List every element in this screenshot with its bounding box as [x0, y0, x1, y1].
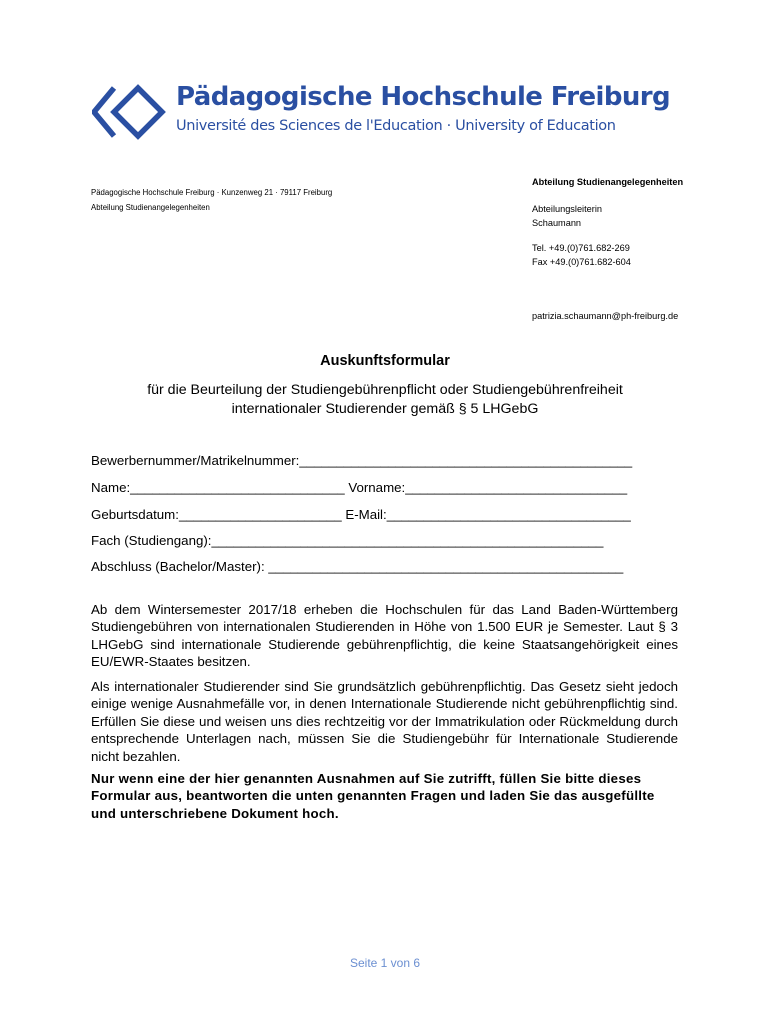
contact-fax: Fax +49.(0)761.682-604 [532, 257, 631, 267]
institution-name: Pädagogische Hochschule Freiburg [176, 82, 671, 112]
geburtsdatum-email-field[interactable]: Geburtsdatum:______________________ E-Mail:_________________________________ [91, 507, 631, 522]
contact-name: Schaumann [532, 218, 582, 228]
ph-diamond-logo-icon [92, 84, 166, 140]
institution-subtitle: Université des Sciences de l'Education · University of Education [176, 118, 616, 134]
form-subtitle [0, 381, 770, 419]
page-number: Seite 1 von 6 [349, 956, 421, 970]
contact-tel: Tel. +49.(0)761.682-269 [532, 243, 630, 253]
contact-role: Abteilungsleiterin [532, 204, 602, 214]
form-subtitle-line2: internationaler Studierender gemäß § 5 LHGebG [231, 401, 539, 417]
fach-field[interactable]: Fach (Studiengang):_____________________________________________________ [91, 533, 604, 548]
bewerbernummer-field[interactable]: Bewerbernummer/Matrikelnummer:_____________________________________________ [91, 453, 633, 468]
abschluss-field[interactable]: Abschluss (Bachelor/Master): ________________________________________________ [91, 559, 624, 574]
sender-address: Pädagogische Hochschule Freiburg · Kunzenweg 21 · 79117 Freiburg [91, 188, 333, 197]
contact-department: Abteilung Studienangelegenheiten [532, 177, 684, 187]
intro-paragraph: Ab dem Wintersemester 2017/18 erheben die Hochschulen für das Land Baden-Württemberg Studiengebühren von internationalen Studierenden in Höhe von 1.500 EUR je Semester. Laut § 3 LHGebG sind internationale Studierende gebührenpflichtig, die keine Staatsangehörigkeit eines EU/EWR-Staates besitzen. [91, 602, 678, 670]
contact-email: patrizia.schaumann@ph-freiburg.de [532, 311, 679, 321]
form-title: Auskunftsformular [320, 353, 450, 369]
instruction-paragraph: Nur wenn eine der hier genannten Ausnahmen auf Sie zutrifft, füllen Sie bitte dieses Formular aus, beantworten die unten genannten Fragen und laden Sie das ausgefüllte und unterschriebene Dokument hoch. [91, 771, 655, 821]
form-subtitle-line1: für die Beurteilung der Studiengebührenpflicht oder Studiengebührenfreiheit [147, 382, 623, 398]
sender-department: Abteilung Studienangelegenheiten [91, 203, 210, 212]
name-vorname-field[interactable]: Name:_____________________________ Vorname:______________________________ [91, 480, 628, 495]
exemption-paragraph: Als internationaler Studierender sind Sie grundsätzlich gebührenpflichtig. Das Gesetz sieht jedoch einige wenige Ausnahmefälle vor, in denen Internationale Studierende nicht gebührenpflichtig sind. Erfüllen Sie diese und weisen uns dies rechtzeitig vor der Immatrikulation oder Rückmeldung durch entsprechende Unterlagen nach, müssen Sie die Studiengebühr für Internationale Studierende nicht bezahlen. [91, 679, 678, 764]
